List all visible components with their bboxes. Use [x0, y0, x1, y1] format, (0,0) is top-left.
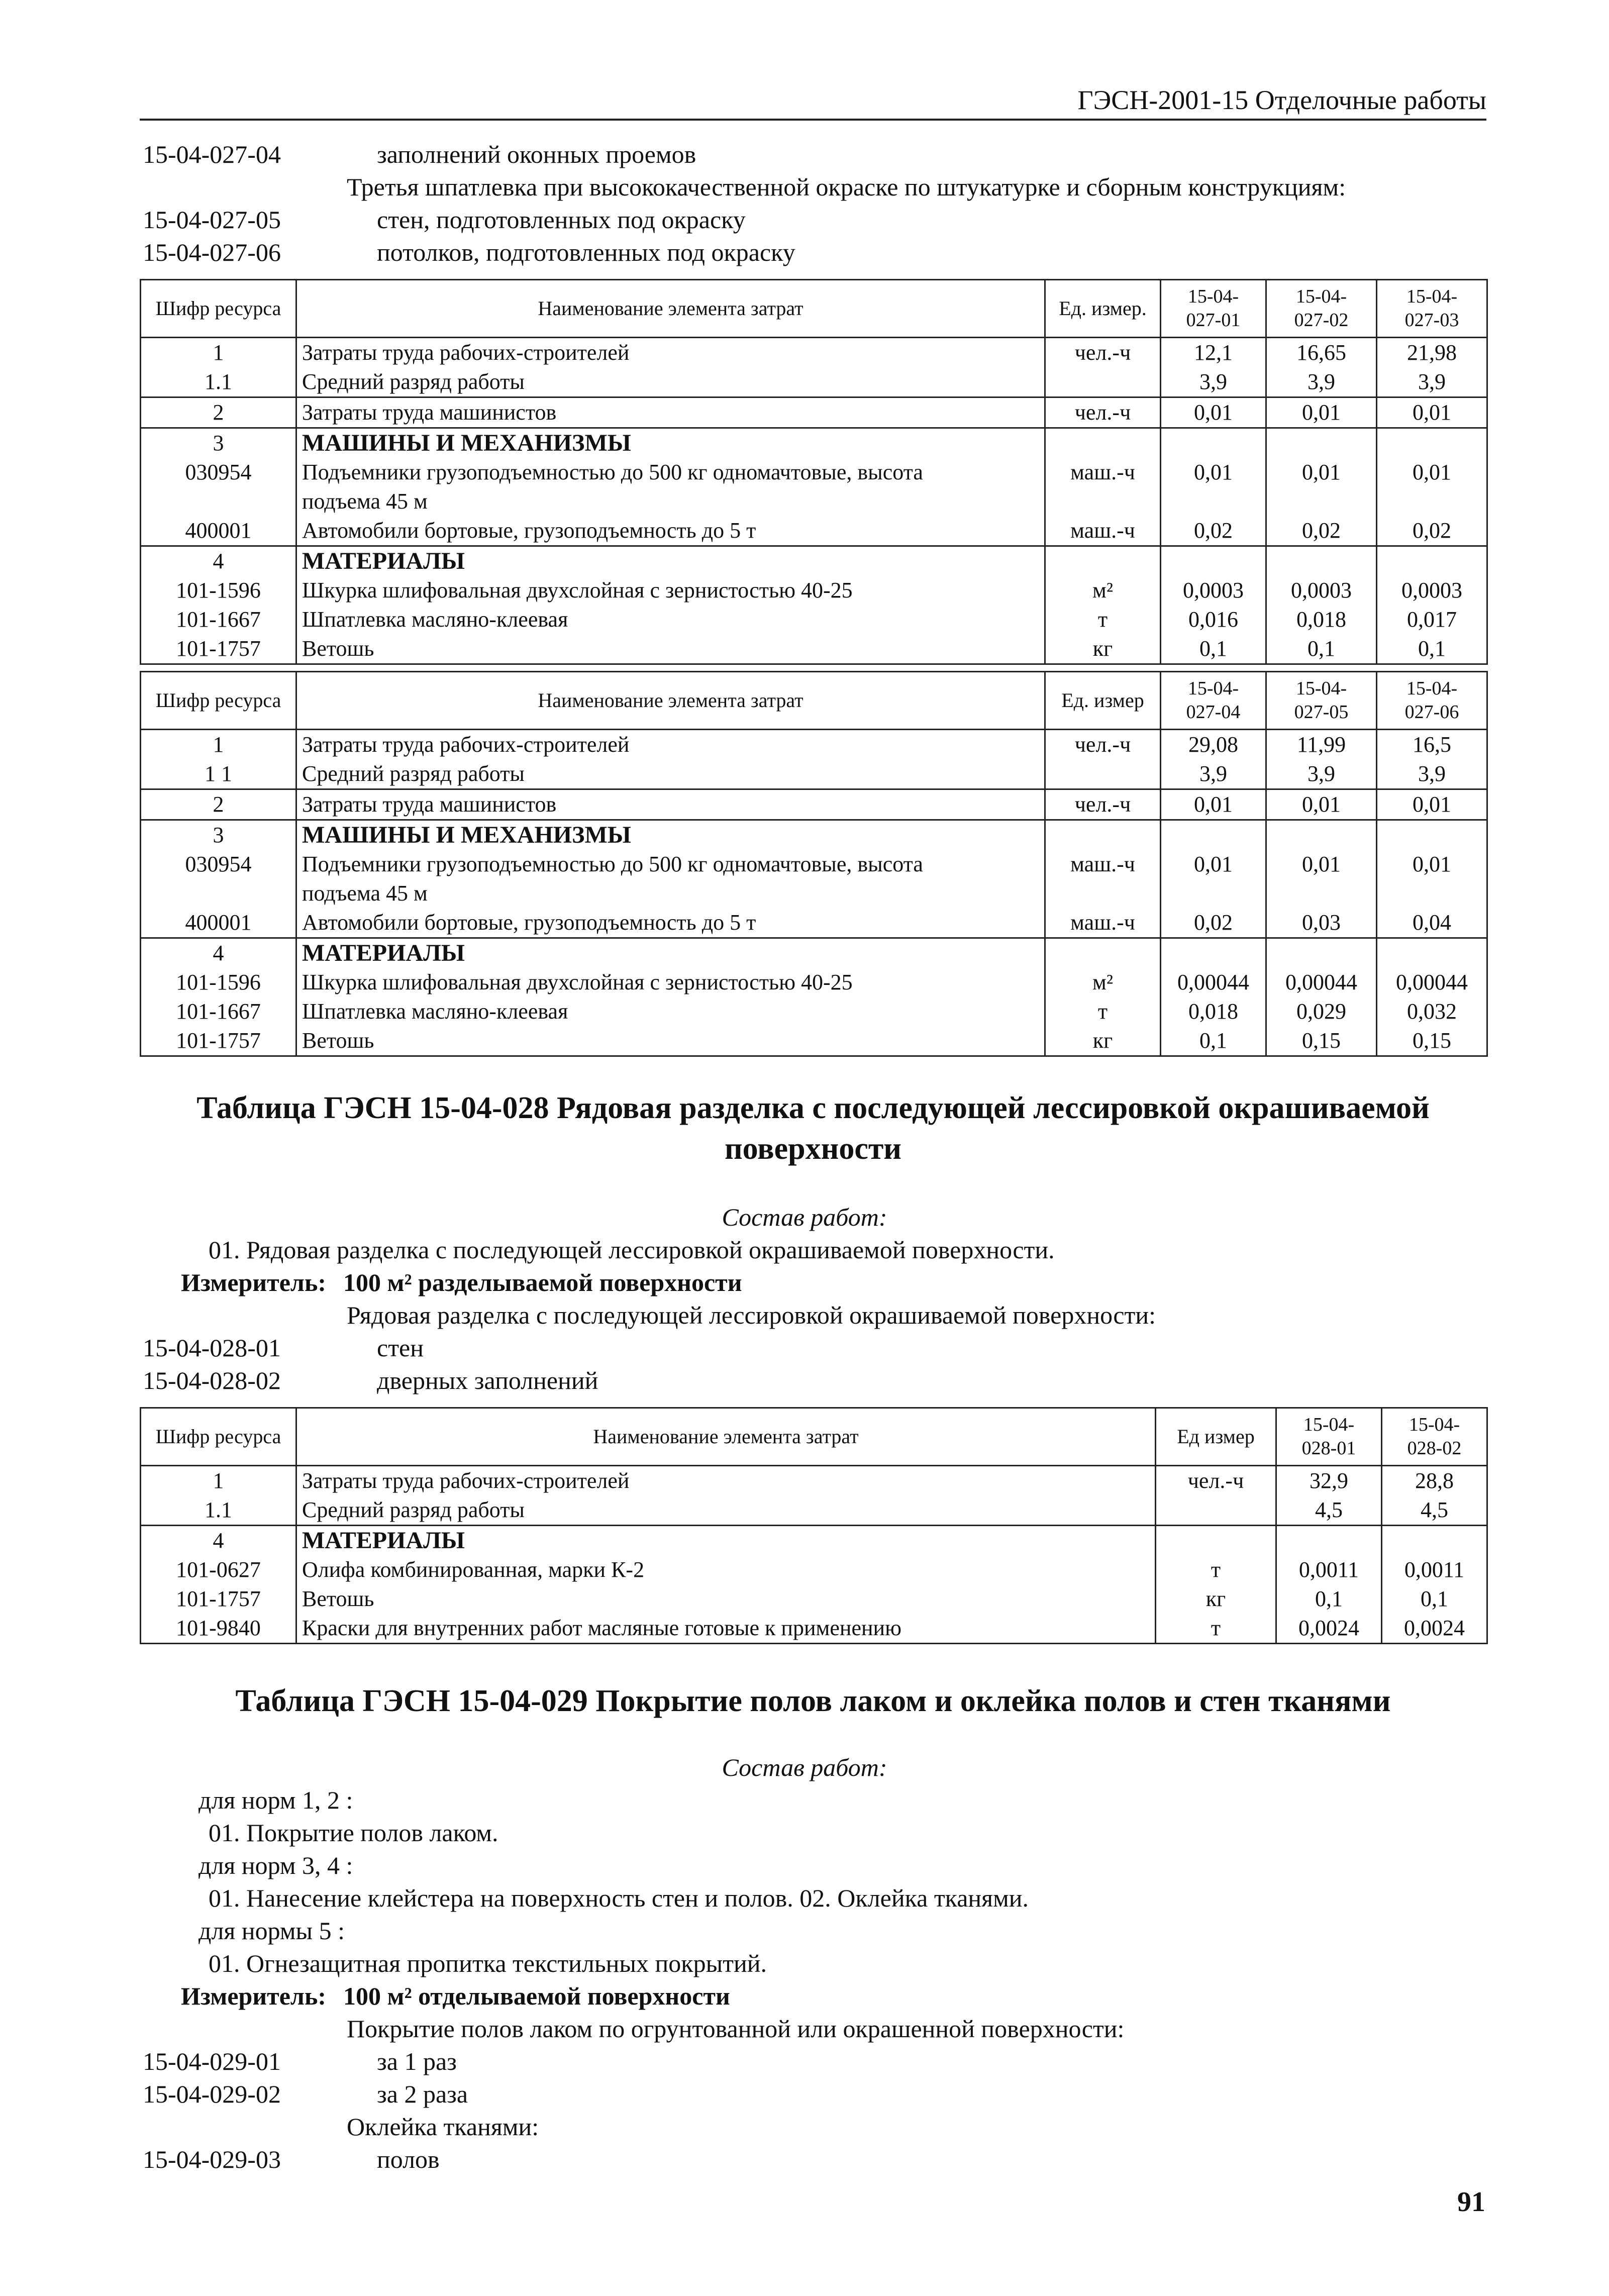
norm-value: 0,00044 0,018 0,1 — [1161, 938, 1266, 1056]
table-row — [141, 1526, 1487, 1644]
col-header-unit: Ед измер — [1156, 1408, 1276, 1466]
resource-name-cell — [296, 938, 1045, 1056]
table-row — [141, 546, 1487, 664]
norm-value: 16,65 3,9 — [1266, 338, 1377, 397]
col-header-norm: 15-04- 028-01 — [1276, 1408, 1382, 1466]
resource-code: 2 — [141, 397, 296, 428]
resource-code: 3 030954 400001 — [141, 820, 296, 938]
resource-unit: м² т кг — [1045, 938, 1161, 1056]
composition-heading: Состав работ: — [722, 1753, 887, 1781]
norm-subheading: Покрытие полов лаком по огрунтованной или окрашенной поверхности: — [347, 2015, 1125, 2043]
work-item: 01. Огнезащитная пропитка текстильных покрытий. — [209, 1949, 767, 1977]
norm-group-label: для норм 1, 2 : — [198, 1786, 353, 1814]
resource-name: Затраты труда рабочих-строителей Средний разряд работы — [296, 338, 1045, 397]
col-header-name: Наименование элемента затрат — [296, 280, 1045, 338]
section-heading: МАШИНЫ И МЕХАНИЗМЫ — [302, 430, 631, 456]
norm-code: 15-04-028-01 — [143, 1334, 281, 1362]
resource-code: 4 101-0627 101-1757 101-9840 — [141, 1526, 296, 1644]
measure-line — [181, 1269, 742, 1296]
title-line: поверхности — [724, 1131, 902, 1166]
resource-name: Подъемники грузоподъемностью до 500 кг одномачтовые, высота подъема 45 м Автомобили бортовые, грузоподъемность до 5 т — [302, 852, 923, 935]
norm-value: 28,8 4,5 — [1382, 1466, 1487, 1526]
work-item: 01. Рядовая разделка с последующей лессировкой окрашиваемой поверхности. — [209, 1236, 1055, 1264]
table-row — [141, 338, 1487, 397]
resource-name: Шкурка шлифовальная двухслойная с зернистостью 40-25 Шпатлевка масляно-клеевая Ветошь — [302, 578, 853, 661]
col-header-unit: Ед. измер. — [1045, 280, 1161, 338]
norm-value: 0,00044 0,029 0,15 — [1266, 938, 1377, 1056]
norm-value: 29,08 3,9 — [1161, 730, 1266, 789]
resource-name: Затраты труда машинистов — [296, 397, 1045, 428]
table-title-029: Таблица ГЭСН 15-04-029 Покрытие полов лаком и оклейка полов и стен тканями — [235, 1684, 1391, 1718]
resource-name-cell — [296, 820, 1045, 938]
col-header-code: Шифр ресурса — [141, 1408, 296, 1466]
norm-value: 12,1 3,9 — [1161, 338, 1266, 397]
resource-name: Затраты труда рабочих-строителей Средний разряд работы — [296, 730, 1045, 789]
norm-subheading: Третья шпатлевка при высококачественной окраске по штукатурке и сборным конструкциям: — [347, 173, 1346, 201]
norm-value: 0,01 — [1377, 397, 1487, 428]
col-header-norm: 15-04- 027-03 — [1377, 280, 1487, 338]
resource-name: Затраты труда рабочих-строителей Средний разряд работы — [296, 1466, 1156, 1526]
norm-group-label: для норм 3, 4 : — [198, 1851, 353, 1879]
resource-unit: т кг т — [1156, 1526, 1276, 1644]
col-header-code: Шифр ресурса — [141, 280, 296, 338]
norm-code: 15-04-027-04 — [143, 140, 281, 168]
table-row — [141, 397, 1487, 428]
norm-text: полов — [377, 2145, 440, 2173]
norm-value: 0,01 0,03 — [1266, 820, 1377, 938]
measure-line — [181, 1982, 730, 2010]
col-header-name: Наименование элемента затрат — [296, 672, 1045, 730]
resource-unit: маш.-ч маш.-ч — [1045, 820, 1161, 938]
norm-value: 0,0011 0,1 0,0024 — [1382, 1526, 1487, 1644]
resource-name-cell — [296, 546, 1045, 664]
norm-text: заполнений оконных проемов — [377, 140, 696, 168]
resource-name: Подъемники грузоподъемностью до 500 кг одномачтовые, высота подъема 45 м Автомобили бортовые, грузоподъемность до 5 т — [302, 460, 923, 543]
col-header-norm: 15-04- 027-06 — [1377, 672, 1487, 730]
resource-unit: чел.-ч — [1045, 338, 1161, 397]
resource-table-027-a — [140, 279, 1488, 665]
resource-code: 2 — [141, 789, 296, 820]
table-row — [141, 1466, 1487, 1526]
work-item: 01. Нанесение клейстера на поверхность стен и полов. 02. Оклейка тканями. — [209, 1884, 1029, 1912]
norm-value: 0,00044 0,032 0,15 — [1377, 938, 1487, 1056]
resource-code: 1 1.1 — [141, 338, 296, 397]
norm-value: 0,0003 0,017 0,1 — [1377, 546, 1487, 664]
resource-unit: чел.-ч — [1045, 730, 1161, 789]
norm-value: 0,01 0,02 — [1161, 428, 1266, 546]
norm-group-label: для нормы 5 : — [198, 1917, 345, 1945]
norm-value: 0,0011 0,1 0,0024 — [1276, 1526, 1382, 1644]
measure-value: 100 м² отделываемой поверхности — [343, 1982, 730, 2010]
section-heading: МАТЕРИАЛЫ — [302, 940, 465, 966]
title-line: Таблица ГЭСН 15-04-028 Рядовая разделка с последующей лессировкой окрашиваемой — [196, 1091, 1430, 1125]
resource-name-cell — [296, 428, 1045, 546]
measure-value: 100 м² разделываемой поверхности — [343, 1268, 742, 1296]
table-row — [141, 428, 1487, 546]
norm-code: 15-04-028-02 — [143, 1366, 281, 1394]
col-header-unit: Ед. измер — [1045, 672, 1161, 730]
resource-unit: м² т кг — [1045, 546, 1161, 664]
norm-code: 15-04-029-03 — [143, 2145, 281, 2173]
norm-value: 0,0003 0,018 0,1 — [1266, 546, 1377, 664]
measure-label: Измеритель: — [181, 1982, 327, 2010]
norm-value: 0,01 0,02 — [1161, 820, 1266, 938]
resource-name: Олифа комбинированная, марки К-2 Ветошь Краски для внутренних работ масляные готовые к применению — [302, 1557, 901, 1640]
norm-subheading: Рядовая разделка с последующей лессировкой окрашиваемой поверхности: — [347, 1301, 1156, 1329]
resource-table-028 — [140, 1407, 1488, 1644]
col-header-norm: 15-04- 027-04 — [1161, 672, 1266, 730]
resource-unit: чел.-ч — [1045, 397, 1161, 428]
table-title-028 — [140, 1088, 1486, 1169]
norm-value: 0,01 — [1377, 789, 1487, 820]
resource-code: 1 1.1 — [141, 1466, 296, 1526]
page-number: 91 — [1457, 2186, 1485, 2218]
col-header-name: Наименование элемента затрат — [296, 1408, 1156, 1466]
norm-value: 0,01 — [1161, 397, 1266, 428]
norm-text: за 1 раз — [377, 2047, 457, 2075]
resource-code: 4 101-1596 101-1667 101-1757 — [141, 546, 296, 664]
table-row — [141, 730, 1487, 789]
col-header-norm: 15-04- 028-02 — [1382, 1408, 1487, 1466]
norm-value: 0,01 — [1266, 397, 1377, 428]
resource-code: 4 101-1596 101-1667 101-1757 — [141, 938, 296, 1056]
norm-code: 15-04-029-02 — [143, 2080, 281, 2108]
norm-value: 0,01 0,04 — [1377, 820, 1487, 938]
resource-unit: чел.-ч — [1045, 789, 1161, 820]
table-row — [141, 938, 1487, 1056]
norm-value: 32,9 4,5 — [1276, 1466, 1382, 1526]
norm-subheading: Оклейка тканями: — [347, 2113, 539, 2141]
resource-name-cell — [296, 1526, 1156, 1644]
norm-value: 0,01 0,02 — [1377, 428, 1487, 546]
table-row — [141, 789, 1487, 820]
col-header-norm: 15-04- 027-02 — [1266, 280, 1377, 338]
section-heading: МАТЕРИАЛЫ — [302, 548, 465, 574]
resource-table-027-b — [140, 671, 1488, 1057]
norm-value: 16,5 3,9 — [1377, 730, 1487, 789]
measure-label: Измеритель: — [181, 1268, 327, 1296]
norm-value: 0,0003 0,016 0,1 — [1161, 546, 1266, 664]
norm-text: дверных заполнений — [377, 1366, 598, 1394]
composition-heading: Состав работ: — [722, 1203, 887, 1231]
norm-code: 15-04-027-06 — [143, 238, 281, 266]
resource-unit: маш.-ч маш.-ч — [1045, 428, 1161, 546]
norm-text: за 2 раза — [377, 2080, 468, 2108]
norm-text: стен — [377, 1334, 424, 1362]
work-item: 01. Покрытие полов лаком. — [209, 1819, 498, 1847]
section-heading: МАШИНЫ И МЕХАНИЗМЫ — [302, 822, 631, 848]
norm-value: 0,01 — [1161, 789, 1266, 820]
section-heading: МАТЕРИАЛЫ — [302, 1527, 465, 1554]
norm-value: 21,98 3,9 — [1377, 338, 1487, 397]
resource-code: 1 1 1 — [141, 730, 296, 789]
norm-text: потолков, подготовленных под окраску — [377, 238, 795, 266]
resource-name: Шкурка шлифовальная двухслойная с зернистостью 40-25 Шпатлевка масляно-клеевая Ветошь — [302, 970, 853, 1053]
resource-code: 3 030954 400001 — [141, 428, 296, 546]
page-header — [140, 80, 1486, 121]
norm-value: 0,01 — [1266, 789, 1377, 820]
norm-value: 0,01 0,02 — [1266, 428, 1377, 546]
col-header-norm: 15-04- 027-01 — [1161, 280, 1266, 338]
resource-name: Затраты труда машинистов — [296, 789, 1045, 820]
norm-code: 15-04-027-05 — [143, 206, 281, 234]
col-header-code: Шифр ресурса — [141, 672, 296, 730]
table-row — [141, 820, 1487, 938]
col-header-norm: 15-04- 027-05 — [1266, 672, 1377, 730]
norm-code: 15-04-029-01 — [143, 2047, 281, 2075]
norm-text: стен, подготовленных под окраску — [377, 206, 746, 234]
header-title: ГЭСН-2001-15 Отделочные работы — [1077, 85, 1486, 115]
resource-unit: чел.-ч — [1156, 1466, 1276, 1526]
norm-value: 11,99 3,9 — [1266, 730, 1377, 789]
